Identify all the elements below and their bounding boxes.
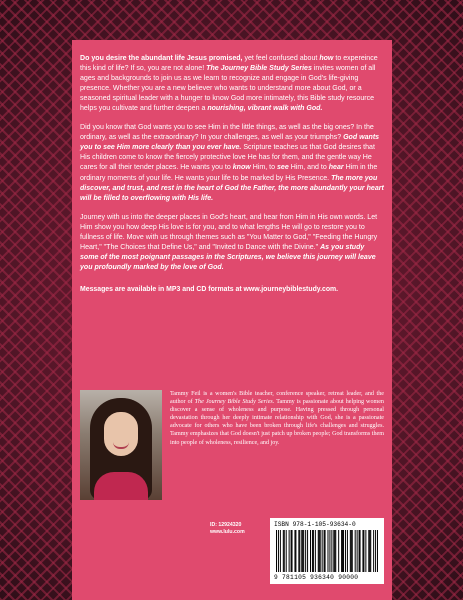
barcode-bar xyxy=(368,530,369,572)
barcode-bar xyxy=(302,530,303,572)
intro-closing: nourishing, vibrant walk with God. xyxy=(207,105,323,113)
barcode-bar xyxy=(325,530,326,572)
barcode-bar xyxy=(298,530,299,572)
barcode-digits-text: 9 781105 936340 xyxy=(274,574,335,581)
barcode-bar xyxy=(312,530,313,572)
barcode-bar xyxy=(289,530,290,572)
barcode-bar xyxy=(329,530,330,572)
barcode-bar xyxy=(286,530,287,572)
barcode-digits xyxy=(274,574,380,581)
intro-lead: Do you desire the abundant life Jesus promised, xyxy=(80,55,243,62)
barcode-bar xyxy=(303,530,304,572)
barcode-bar xyxy=(315,530,316,572)
barcode-bar xyxy=(295,530,296,572)
author-face xyxy=(104,412,138,456)
barcode-bar xyxy=(299,530,300,572)
author-shirt xyxy=(94,472,148,500)
author-bio xyxy=(170,390,384,447)
body-paragraph xyxy=(80,123,384,203)
barcode-bar xyxy=(342,530,343,572)
barcode-bar xyxy=(352,530,353,572)
body-text-d: Him, and to xyxy=(288,164,329,172)
intro-text-a: yet feel confused about xyxy=(242,55,320,62)
barcode-bar xyxy=(363,530,364,572)
barcode-bar xyxy=(307,530,308,572)
barcode-bar xyxy=(335,530,336,572)
barcode-bar xyxy=(375,530,376,572)
barcode-price: 90000 xyxy=(338,574,359,581)
publisher-id: ID: 12924320 xyxy=(210,522,242,528)
barcode-bar xyxy=(369,530,370,572)
journey-text: Journey with us into the deeper places in God's heart, and hear from Him in His own words. Let Him show you how deep His love is for you, and to what lengths He will go to restore you to fullness of life. Move with us through themes such as "You Matter to God," "Feeding the Hungry Heart," "The Choices that Define Us," and "Invited to Dance with the Divine." xyxy=(80,213,378,251)
author-photo xyxy=(80,390,162,500)
barcode-bar xyxy=(373,530,374,572)
body-hear: hear xyxy=(328,164,344,172)
barcode-bar xyxy=(357,530,358,572)
barcode-bar xyxy=(370,530,371,572)
author-section xyxy=(80,390,384,502)
barcode-bar xyxy=(284,530,285,572)
barcode-bar xyxy=(351,530,352,572)
barcode-bar xyxy=(345,530,346,572)
isbn-label xyxy=(274,521,380,528)
barcode-bar xyxy=(362,530,363,572)
publisher-url: www.lulu.com xyxy=(210,528,245,535)
intro-text-c: invites women of all ages and backgrounds to join us as we learn to recognize and engage in God's life-giving presence. Whether you are a new believer who wants to understand more about God, or a seasoned spiritual leader with a hunger to know God more intimately, this Bible study resource helps you cultivate and further deepen a xyxy=(80,65,376,113)
barcode-bar xyxy=(341,530,342,572)
barcode-bar xyxy=(294,530,295,572)
body-know: know xyxy=(232,164,251,172)
barcode-bar xyxy=(355,530,356,572)
barcode-bar xyxy=(280,530,281,572)
barcode-bar xyxy=(324,530,325,572)
body-text-c: Him, to xyxy=(250,164,278,172)
bio-text-a: Tammy Feil is a women's Bible teacher, conference speaker, retreat leader, and the author of xyxy=(170,391,384,406)
barcode-bar xyxy=(320,530,321,572)
barcode-bar xyxy=(305,530,306,572)
barcode-bar xyxy=(319,530,320,572)
barcode-bar xyxy=(283,530,284,572)
barcode-bar xyxy=(292,530,293,572)
body-emphasis-b: The more you discover, and trust, and rest in the heart of God the Father, the more abundantly your heart will be filled to overflowing with His life. xyxy=(80,174,384,202)
barcode-bar xyxy=(377,530,378,572)
barcode-bar xyxy=(338,530,339,572)
barcode-bar xyxy=(278,530,279,572)
barcode-bar xyxy=(276,530,277,572)
body-emphasis-a: God wants you to see Him more clearly than you ever have. xyxy=(80,134,380,152)
barcode-bar xyxy=(365,530,366,572)
barcode-bar xyxy=(318,530,319,572)
barcode-bar xyxy=(343,530,344,572)
barcode xyxy=(276,530,378,572)
body-see: see xyxy=(277,164,289,172)
barcode-bar xyxy=(334,530,335,572)
journey-paragraph xyxy=(80,213,384,273)
barcode-bar xyxy=(301,530,302,572)
barcode-bar xyxy=(310,530,311,572)
intro-text-b: to expereince this kind of life? If so, you are not alone! xyxy=(80,55,378,73)
barcode-bar xyxy=(331,530,332,572)
barcode-bar xyxy=(327,530,328,572)
bio-text-b: Tammy is passionate about helping women discover a sense of wholeness and purpose. Having pressed through personal devastation through her deeply intimate relationship with God, she is a passionate advocate for others who have been broken through life's challenges and struggles. Tammy emphasizes that God doesn't just patch up broken people; God transforms them into people of wholeness, resilience, and joy. xyxy=(170,399,384,446)
back-cover-panel xyxy=(72,40,392,600)
barcode-bar xyxy=(347,530,348,572)
body-text-b: Scripture teaches us that God desires that His children come to know the fiercely protective love He has for them, and the gentle way He cares for all their tender places. He wants you to xyxy=(80,144,375,172)
body-text-a: Did you know that God wants you to see Him in the little things, as well as the big ones? In the ordinary, as well as the extraordinary? In your challenges, as well as your triumphs? xyxy=(80,124,374,142)
messages-note: Messages are available in MP3 and CD formats at www.journeybiblestudy.com. xyxy=(80,285,339,293)
intro-paragraph xyxy=(80,54,384,114)
barcode-bar xyxy=(359,530,360,572)
isbn-number: ISBN 978-1-105-93634-0 xyxy=(274,521,356,528)
barcode-bar xyxy=(360,530,361,572)
barcode-bar xyxy=(322,530,323,572)
intro-how: how xyxy=(319,55,334,62)
barcode-bar xyxy=(333,530,334,572)
journey-emphasis: As you study some of the most poignant passages in the Scriptures, we believe this journey will leave you profoundly marked by the love of God. xyxy=(80,243,376,271)
barcode-bar xyxy=(291,530,292,572)
series-title: The Journey Bible Study Series xyxy=(206,65,312,73)
barcode-box xyxy=(270,518,384,584)
bio-series-title: The Journey Bible Study Series. xyxy=(194,399,275,406)
barcode-bar xyxy=(350,530,351,572)
body-text-e: Him in the ordinary moments of your life. He wants your life to be marked by His Presence. xyxy=(80,164,378,182)
barcode-bar xyxy=(313,530,314,572)
